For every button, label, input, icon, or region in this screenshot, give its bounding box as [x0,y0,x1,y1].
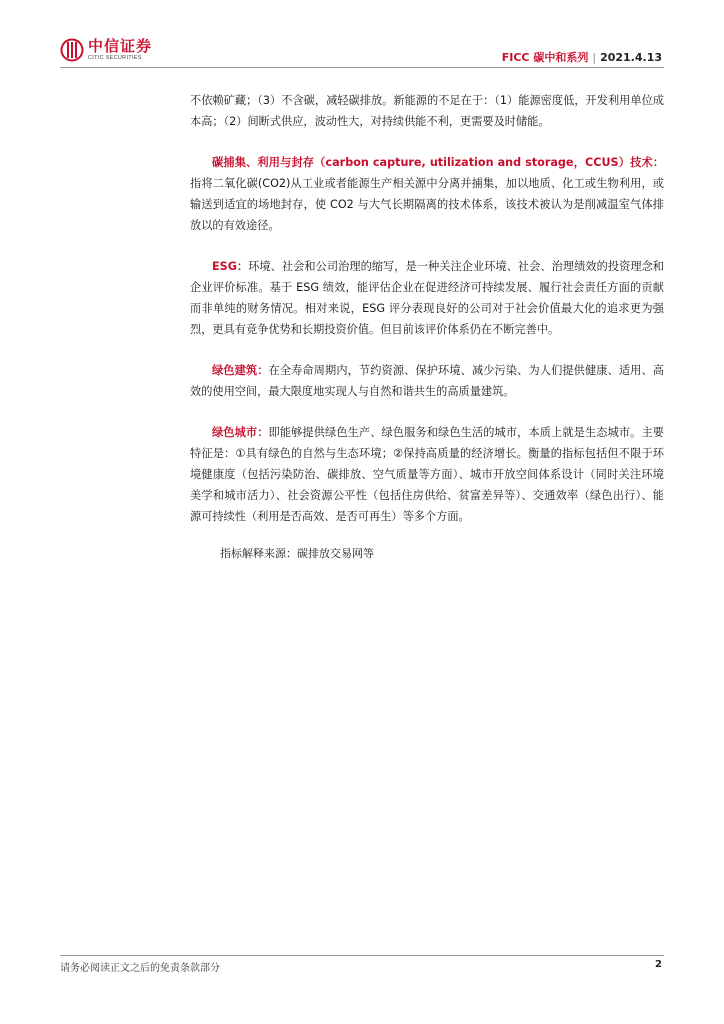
disclaimer-note: 请务必阅读正文之后的免责条款部分 [60,963,220,974]
definition-green-city [190,422,664,527]
header-separator: | [592,51,597,64]
page-number: 2 [655,959,662,970]
header-divider [60,67,664,68]
definition-text: 在全寿命周期内，节约资源、保护环境、减少污染、为人们提供健康、适用、高效的使用空间，最大限度地实现人与自然和谐共生的高质量建筑。 [190,364,664,398]
footer-divider [60,955,664,956]
definition-term: 绿色建筑： [212,364,269,377]
definition-esg [190,256,664,340]
continued-paragraph: 不依赖矿藏；（3）不含碳，减轻碳排放。新能源的不足在于：（1）能源密度低，开发利用单位成本高；（2）间断式供应，波动性大，对持续供能不利，更需要及时储能。 [190,94,664,128]
series-name: FICC 碳中和系列 [501,51,589,64]
definition-ccus [190,152,664,236]
definition-term: ESG： [212,260,249,273]
definition-text: 指将二氧化碳(CO2)从工业或者能源生产相关源中分离并捕集，加以地质、化工或生物利用，或输送到适宜的场地封存，使 CO2 与大气长期隔离的技术体系，该技术被认为是削减温室气体排放以的有效途径。 [190,177,664,232]
main-content [190,90,664,561]
report-series-title [502,49,662,65]
definition-term: 绿色城市： [212,426,269,439]
definition-text: 即能够提供绿色生产、绿色服务和绿色生活的城市，本质上就是生态城市。主要特征是：①具有绿色的自然与生态环境；②保持高质量的经济增长。衡量的指标包括但不限于环境健康度（包括污染防治、碳排放、空气质量等方面）、城市开放空间体系设计（同时关注环境美学和城市活力）、社会资源公平性（包括住房供给、贫富差异等）、交通效率（绿色出行）、能源可持续性（利用是否高效、是否可再生）等多个方面。 [190,426,664,523]
logo-chinese-name: 中信证券 [88,36,153,55]
source-note: 指标解释来源：碳排放交易网等 [220,547,374,560]
definition-text: 环境、社会和公司治理的缩写，是一种关注企业环境、社会、治理绩效的投资理念和企业评价标准。基于 ESG 绩效，能评估企业在促进经济可持续发展、履行社会责任方面的贡献而非单纯的财务情况。相对来说，ESG 评分表现良好的公司对于社会价值最大化的追求更为强烈，更具有竞争优势和长期投资价值。但目前该评价体系仍在不断完善中。 [190,260,664,336]
logo-english-name: CITIC SECURITIES [88,54,142,61]
page-header [0,0,724,72]
definition-term: 碳捕集、利用与封存（carbon capture, utilization and storage，CCUS）技术： [212,156,664,169]
citic-logo [60,38,152,62]
report-date: 2021.4.13 [600,51,662,64]
definition-green-building [190,360,664,402]
citic-logo-icon [60,38,84,62]
